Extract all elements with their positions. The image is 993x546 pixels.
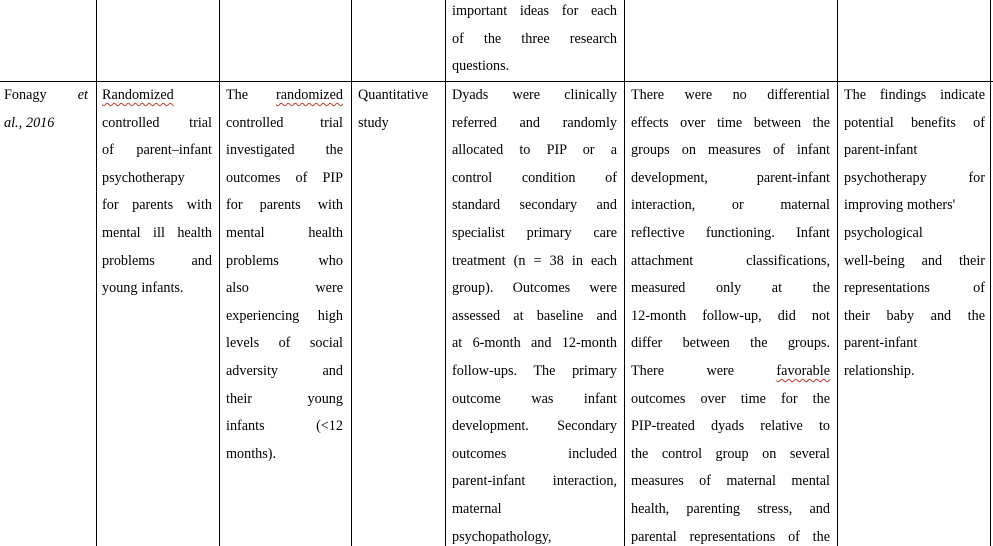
text-line: their young bbox=[226, 390, 343, 407]
text-line: psychotherapy for bbox=[844, 169, 985, 186]
text-line: specialist primary care bbox=[452, 224, 617, 241]
text-line: Dyads were clinically bbox=[452, 87, 617, 103]
aim-cell bbox=[226, 82, 343, 468]
text-line: group). Outcomes were bbox=[452, 280, 617, 297]
text-line: groups on measures of infant bbox=[631, 142, 830, 159]
text-line: levels of social bbox=[226, 335, 343, 352]
text-line: the control group on several bbox=[631, 445, 830, 462]
text-line: follow-ups. The primary bbox=[452, 362, 617, 379]
text-line: outcomes included bbox=[452, 445, 617, 462]
results-cell bbox=[631, 82, 830, 546]
author-etal: et bbox=[77, 87, 88, 103]
title-cell bbox=[102, 82, 212, 303]
text-line: 12-month follow-up, did not bbox=[631, 307, 830, 324]
text-line bbox=[226, 82, 343, 110]
text-line: measured only at the bbox=[631, 280, 830, 297]
text-line: attachment classifications, bbox=[631, 252, 830, 269]
conclusion-cell bbox=[844, 82, 985, 386]
author-year: al., 2016 bbox=[4, 114, 55, 131]
design-cell-continued bbox=[452, 0, 617, 81]
text-line: parent-infant interaction, bbox=[452, 473, 617, 490]
author-line bbox=[4, 82, 88, 110]
text-line: representations of bbox=[844, 280, 985, 297]
text-line: for parents with bbox=[226, 197, 343, 214]
text-line: study bbox=[358, 114, 389, 131]
text-line: maternal bbox=[452, 500, 502, 517]
text-line: health, parenting stress, and bbox=[631, 500, 830, 517]
text-line: treatment (n = 38 in each bbox=[452, 252, 617, 269]
text-line: development. Secondary bbox=[452, 418, 617, 435]
text-line: interaction, or maternal bbox=[631, 197, 830, 214]
text-word: favorable bbox=[776, 362, 830, 379]
text-line: Randomized bbox=[102, 87, 174, 103]
text-line: potential benefits of bbox=[844, 114, 985, 131]
text-line: outcome was infant bbox=[452, 390, 617, 407]
text-line: mental ill health bbox=[102, 224, 212, 241]
text-line: PIP-treated dyads relative to bbox=[631, 418, 830, 435]
text-line: mental health bbox=[226, 224, 343, 241]
text-line: problems who bbox=[226, 252, 343, 269]
text-line: measures of maternal mental bbox=[631, 473, 830, 490]
text-line: questions. bbox=[452, 58, 510, 75]
text-line: standard secondary and bbox=[452, 197, 617, 214]
text-line: adversity and bbox=[226, 362, 343, 379]
text-line bbox=[631, 358, 830, 386]
text-line: Quantitative bbox=[358, 87, 429, 103]
text-line: differ between the groups. bbox=[631, 335, 830, 352]
text-line: experiencing high bbox=[226, 307, 343, 324]
text-line: their baby and the bbox=[844, 307, 985, 324]
text-line: reflective functioning. Infant bbox=[631, 224, 830, 241]
text-line: parent-infant bbox=[844, 142, 918, 159]
author-name: Fonagy bbox=[4, 87, 47, 103]
text-line: assessed at baseline and bbox=[452, 307, 617, 324]
text-line: problems and bbox=[102, 252, 212, 269]
text-word: There bbox=[631, 362, 665, 379]
text-line: controlled trial bbox=[102, 114, 212, 131]
text-line: at 6-month and 12-month bbox=[452, 335, 617, 352]
text-word: The bbox=[226, 87, 249, 103]
text-line: control condition of bbox=[452, 169, 617, 186]
text-line: important ideas for each bbox=[452, 3, 617, 19]
text-line: months). bbox=[226, 445, 277, 462]
text-line: The findings indicate bbox=[844, 87, 985, 103]
text-line: effects over time between the bbox=[631, 114, 830, 131]
text-line: There were no differential bbox=[631, 87, 830, 103]
text-line: referred and randomly bbox=[452, 114, 617, 131]
text-line: parent-infant bbox=[844, 335, 918, 352]
text-line: of parent–infant bbox=[102, 142, 212, 159]
text-line: well-being and their bbox=[844, 252, 985, 269]
text-line: relationship. bbox=[844, 362, 915, 379]
text-line: psychotherapy bbox=[102, 169, 185, 186]
text-line: development, parent-infant bbox=[631, 169, 830, 186]
text-line: improving mothers' bbox=[844, 197, 956, 214]
text-word: randomized bbox=[276, 87, 343, 103]
text-word: were bbox=[706, 362, 735, 379]
text-line: of the three research bbox=[452, 30, 617, 47]
text-line: investigated the bbox=[226, 142, 343, 159]
text-line: young infants. bbox=[102, 280, 184, 297]
text-line: parental representations of the bbox=[631, 528, 830, 545]
text-line: outcomes of PIP bbox=[226, 169, 343, 186]
method-cell bbox=[358, 82, 442, 137]
text-line: for parents with bbox=[102, 197, 212, 214]
text-line: also were bbox=[226, 280, 343, 297]
text-line: psychopathology, bbox=[452, 528, 552, 545]
text-line: infants (<12 bbox=[226, 418, 343, 435]
text-line: controlled trial bbox=[226, 114, 343, 131]
text-line: outcomes over time for the bbox=[631, 390, 830, 407]
text-line: psychological bbox=[844, 224, 923, 241]
author-cell bbox=[4, 82, 88, 137]
text-line: allocated to PIP or a bbox=[452, 142, 617, 159]
design-cell bbox=[452, 82, 617, 546]
